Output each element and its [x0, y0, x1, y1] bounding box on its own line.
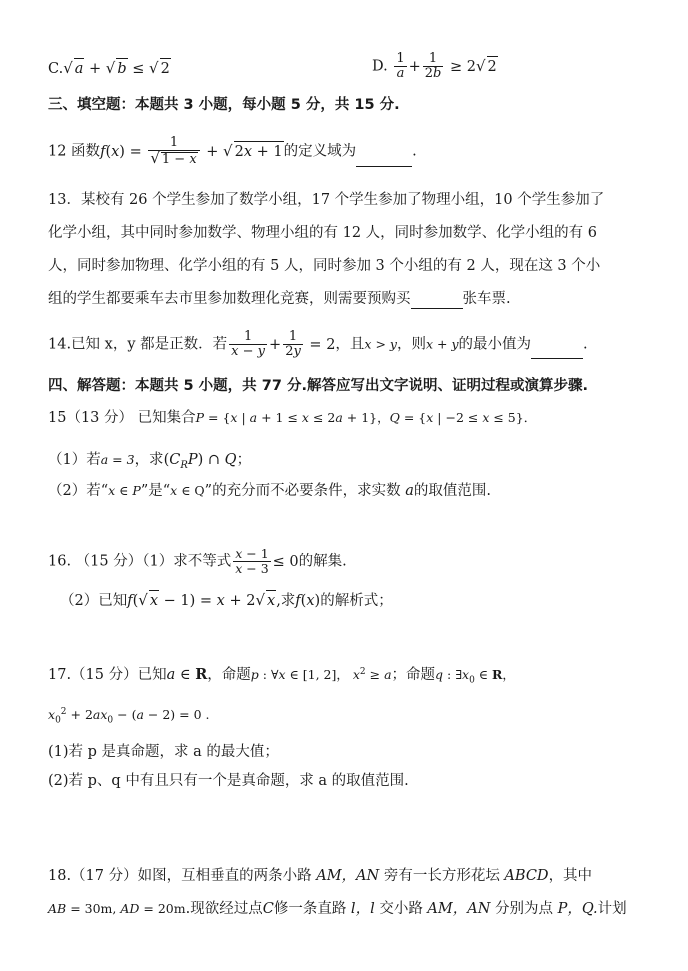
q18-line1-end: ，其中 [548, 868, 593, 884]
q15-sets: P = {x | a + 1 ≤ x ≤ 2a + 1}，Q = {x | −2 ≤ x ≤ 5}． [195, 410, 537, 425]
q13-line-3: 人，同时参加物理、化学小组的有 5 人，同时参加 3 个小组的有 2 人，现在这 3 个小 [48, 258, 601, 274]
q15-sub2-mid: ”是“ [140, 483, 171, 499]
q14-prefix: 14.已知 x，y 都是正数．若 [48, 336, 228, 353]
choice-c-expr: √ a + √ b ≤ √ 2 [63, 59, 170, 77]
q14-equation: $\frac{1}{x - y}$ + $\frac{1}{2y}$ = 2 [231, 329, 336, 359]
q16-sub2-equation: f(√ x − 1) = x + 2√ x [127, 591, 276, 609]
q13-line-1: 13．某校有 26 个学生参加了数学小组，17 个学生参加了物理小组，10 个学生参加了 [48, 192, 605, 208]
choice-d-label: D. [372, 58, 388, 75]
q15-sub1-expr: $(C_RP)$ ∩ Q [163, 452, 237, 471]
q15-sub-2 [48, 481, 491, 501]
q12-function: f(x) = $\frac{1}{√ 1 - x}$ + √ 2x + 1 [100, 135, 283, 167]
q16-sub-2 [60, 590, 393, 611]
question-18-line-1 [48, 866, 592, 886]
q16-suffix: 的解集. [298, 553, 347, 570]
question-12 [48, 136, 417, 167]
q17-equation: $x_0^2 + 2ax_0 - (a - 2) = 0$ . [48, 707, 210, 726]
q18-rect: ABCD [499, 868, 549, 884]
q14-end: . [583, 336, 588, 353]
question-18-line-2 [48, 899, 627, 919]
q13-last-suffix: 张车票. [462, 291, 511, 307]
q17-sub-2: (2)若 p、q 中有且只有一个是真命题，求 a 的取值范围. [48, 773, 409, 789]
q18-line2-mid4: 分别为点 [495, 901, 554, 917]
q13-answer-blank [411, 294, 463, 309]
q16-prefix: 16. （15 分）（1）求不等式 [48, 553, 232, 570]
q12-end: . [412, 143, 417, 160]
q16-sub2-prefix: （2）已知 [60, 593, 128, 609]
q12-answer-blank [356, 152, 412, 167]
q18-line2-mid3: 交小路 [379, 901, 423, 917]
q13-line-4 [48, 289, 511, 309]
q18-line-l: l，l [346, 901, 380, 917]
q15-sub2-end: ”的充分而不必要条件，求实数 [204, 483, 401, 499]
q16-sub2-func: f(x) [295, 593, 321, 609]
q14-target: x + y [425, 336, 459, 352]
q13-line-2: 化学小组，其中同时参加数学、物理小组的有 12 人，同时参加数学、化学小组的有 6 [48, 225, 598, 241]
choice-d-expr: $\frac{1}{a}$ + $\frac{1}{2b}$ ≥ 2√ 2 [396, 51, 497, 81]
question-17 [48, 662, 515, 691]
q15-sub2-cond1: x ∈ P [108, 483, 141, 498]
q18-line2-end: 计划 [597, 901, 627, 917]
q18-line1-mid: 旁有一长方形花坛 [383, 868, 500, 884]
q14-mid1: ，且 [335, 336, 365, 353]
q18-dimensions: AB = 30m, AD = 20m [48, 901, 186, 916]
question-16 [48, 547, 347, 576]
q17-prefix: 17.（15 分）已知 [48, 667, 167, 684]
q15-sub-1 [48, 450, 251, 476]
q15-sub1-prefix: （1）若 [48, 452, 101, 468]
q15-sub1-end: ； [236, 452, 252, 468]
q14-mid2: ，则 [396, 336, 426, 353]
q17-mid1: ，命题 [207, 667, 251, 684]
section-4-heading: 四、解答题：本题共 5 小题，共 77 分.解答应写出文字说明、证明过程或演算步骤. [48, 378, 588, 394]
q15-prefix: 15（13 分） 已知集合 [48, 410, 196, 426]
q14-condition: x > y [364, 336, 397, 352]
question-15 [48, 408, 536, 428]
q18-line1: 18.（17 分）如图，互相垂直的两条小路 [48, 868, 312, 884]
choice-c [48, 58, 171, 79]
question-14 [48, 330, 588, 359]
q18-line2-mid: .现欲经过点 [185, 901, 263, 917]
q17-mid2: ；命题 [391, 667, 436, 684]
q13-last-prefix: 组的学生都要乘车去市里参加数理化竞赛，则需要预购买 [48, 291, 411, 307]
q18-line2-mid2: 修一条直路 [273, 901, 347, 917]
q15-sub2-cond2: x ∈ Q [170, 483, 205, 498]
q15-sub1-mid: ，求 [134, 452, 164, 468]
q12-suffix: 的定义域为 [283, 143, 357, 160]
choice-c-label: C. [48, 61, 64, 77]
q16-sub2-end: 的解析式； [320, 593, 393, 609]
section-3-heading: 三、填空题：本题共 3 小题，每小题 5 分，共 15 分. [48, 97, 400, 113]
q18-roads: AM，AN [311, 868, 384, 884]
q15-sub2-tail: 的取值范围. [413, 483, 491, 499]
q16-sub2-mid: ,求 [276, 593, 296, 609]
q12-prefix: 12 函数 [48, 143, 101, 160]
q17-prop-p: p : ∀x ∈ [1, 2]， $x^2 \ge a$ [250, 667, 392, 683]
q17-prop-q: q : $\exists x_0$ ∈ R， [435, 667, 515, 686]
q18-roads-2: AM，AN [422, 901, 496, 917]
q18-points-pq: P，Q. [553, 901, 598, 917]
q17-sub-1: (1)若 p 是真命题，求 a 的最大值； [48, 744, 279, 760]
q18-point-c: C [262, 901, 274, 917]
q15-sub2-prefix: （2）若“ [48, 483, 109, 499]
q14-mid3: 的最小值为 [458, 336, 532, 353]
choice-d [372, 52, 498, 81]
q15-sub2-var: a [405, 483, 414, 499]
q17-domain: a ∈ R [166, 666, 208, 684]
q14-answer-blank [531, 344, 583, 359]
q15-sub1-value: a = 3 [100, 452, 135, 467]
q16-inequality: $\frac{x - 1}{x - 3}$ ≤ 0 [235, 546, 299, 576]
